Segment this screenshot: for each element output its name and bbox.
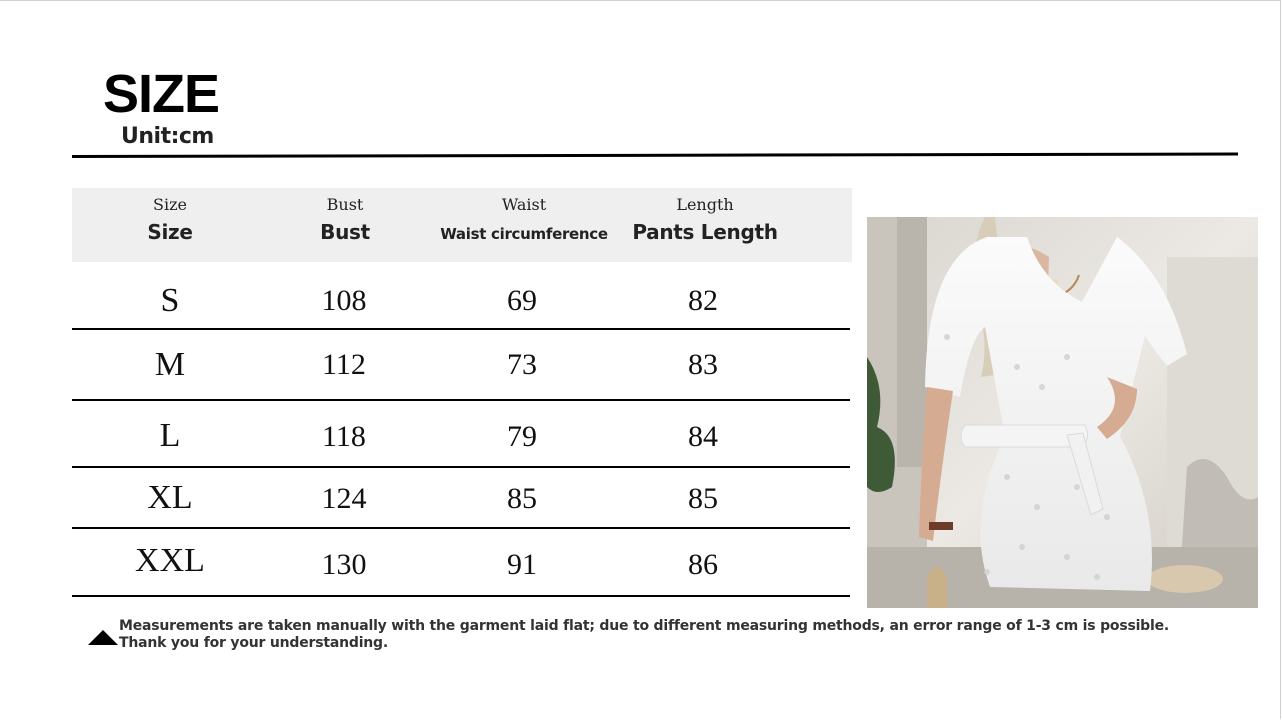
page-title: SIZE (103, 64, 220, 124)
header-size-top: Size (153, 195, 187, 214)
cell-bust: 118 (322, 420, 366, 453)
cell-waist: 69 (507, 284, 537, 317)
cell-length: 86 (688, 548, 718, 581)
cell-size: L (159, 417, 181, 454)
cell-length: 83 (688, 348, 718, 381)
row-divider (72, 328, 850, 330)
header-length-top: Length (676, 195, 734, 214)
triangle-icon (88, 630, 118, 645)
row-divider (72, 399, 850, 401)
cell-size: XL (147, 479, 193, 516)
cell-size: S (160, 282, 180, 319)
table-header (72, 188, 852, 262)
cell-waist: 73 (507, 348, 537, 381)
cell-size: XXL (135, 542, 205, 579)
measurement-note (119, 618, 1169, 652)
cell-length: 84 (688, 420, 718, 453)
row-divider (72, 466, 850, 468)
cell-bust: 112 (322, 348, 366, 381)
cell-bust: 130 (321, 548, 367, 581)
cell-length: 82 (688, 284, 718, 317)
cell-bust: 124 (321, 482, 367, 515)
cell-waist: 79 (507, 420, 537, 453)
cell-waist: 91 (507, 548, 537, 581)
header-waist-top: Waist (501, 195, 547, 214)
cell-size: M (154, 346, 186, 383)
unit-label: Unit:cm (121, 124, 214, 149)
header-waist-main: Waist circumference (440, 225, 608, 243)
note-line-1: Measurements are taken manually with the garment laid flat; due to different measuring methods, an error range of 1-3 cm is possible. (119, 618, 1170, 634)
row-divider (72, 527, 850, 529)
note-line-2: Thank you for your understanding. (119, 635, 388, 651)
cell-length: 85 (688, 482, 718, 515)
product-photo (867, 217, 1258, 608)
header-length-main: Pants Length (632, 220, 778, 244)
cell-waist: 85 (507, 482, 537, 515)
row-divider (72, 595, 850, 597)
header-bust-top: Bust (326, 195, 364, 214)
cell-bust: 108 (321, 284, 367, 317)
header-size-main: Size (147, 220, 193, 244)
header-bust-main: Bust (320, 220, 370, 244)
